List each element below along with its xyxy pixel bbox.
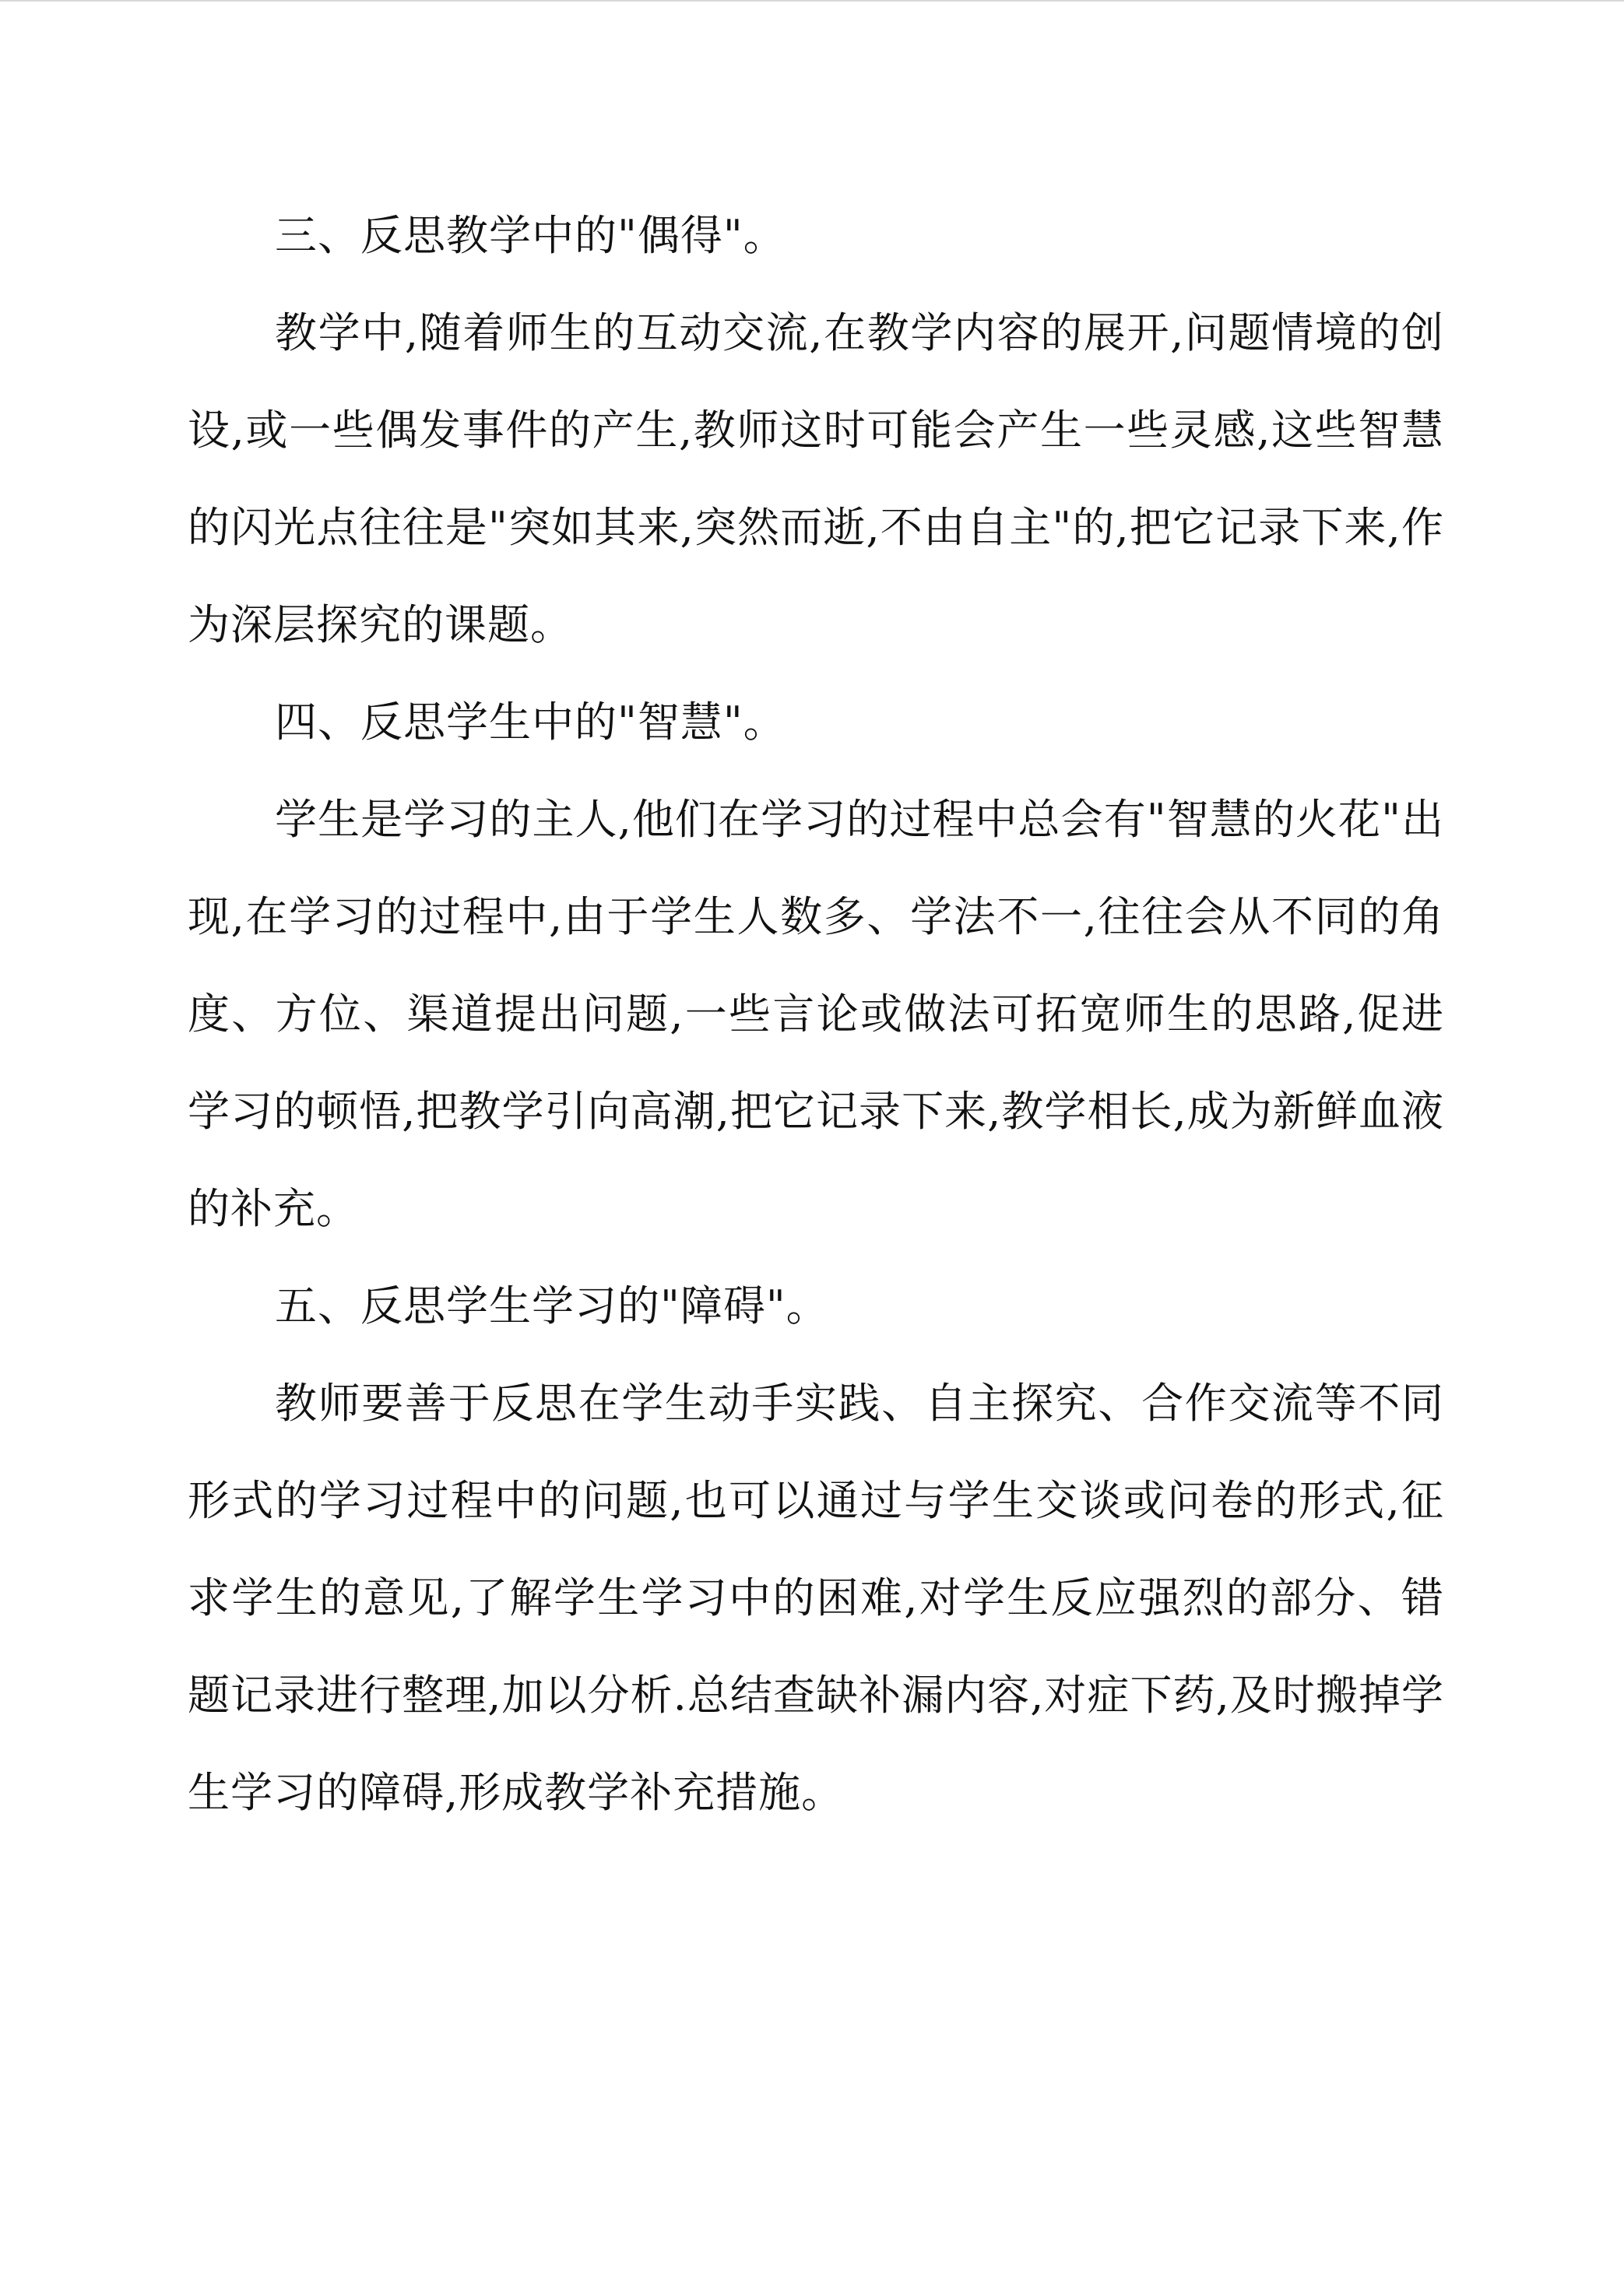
section-heading-5: 五、反思学生学习的"障碍"。 (275, 1281, 829, 1330)
document-body (188, 187, 1444, 1841)
section-heading-3: 三、反思教学中的"偶得"。 (275, 211, 786, 260)
body-paragraph-4: 学生是学习的主人,他们在学习的过程中总会有"智慧的火花"出现,在学习的过程中,由于学生人数多、学法不一,往往会从不同的角度、方位、渠道提出问题,一些言论或做法可拓宽师生的思路,促进学习的顿悟,把教学引向高潮,把它记录下来,教学相长,成为新鲜血液的补充。 (188, 795, 1444, 1233)
body-paragraph-5: 教师要善于反思在学生动手实践、自主探究、合作交流等不同形式的学习过程中的问题,也可以通过与学生交谈或问卷的形式,征求学生的意见,了解学生学习中的困难,对学生反应强烈的部分、错题记录进行整理,加以分析.总结查缺补漏内容,对症下药,及时搬掉学生学习的障碍,形成教学补充措施。 (188, 1379, 1444, 1817)
body-paragraph-3: 教学中,随着师生的互动交流,在教学内容的展开,问题情境的创设,或一些偶发事件的产生,教师这时可能会产生一些灵感,这些智慧的闪光点往往是"突如其来,突然而逝,不由自主"的,把它记录下来,作为深层探究的课题。 (188, 308, 1444, 649)
section-heading-4: 四、反思学生中的"智慧"。 (275, 698, 786, 747)
